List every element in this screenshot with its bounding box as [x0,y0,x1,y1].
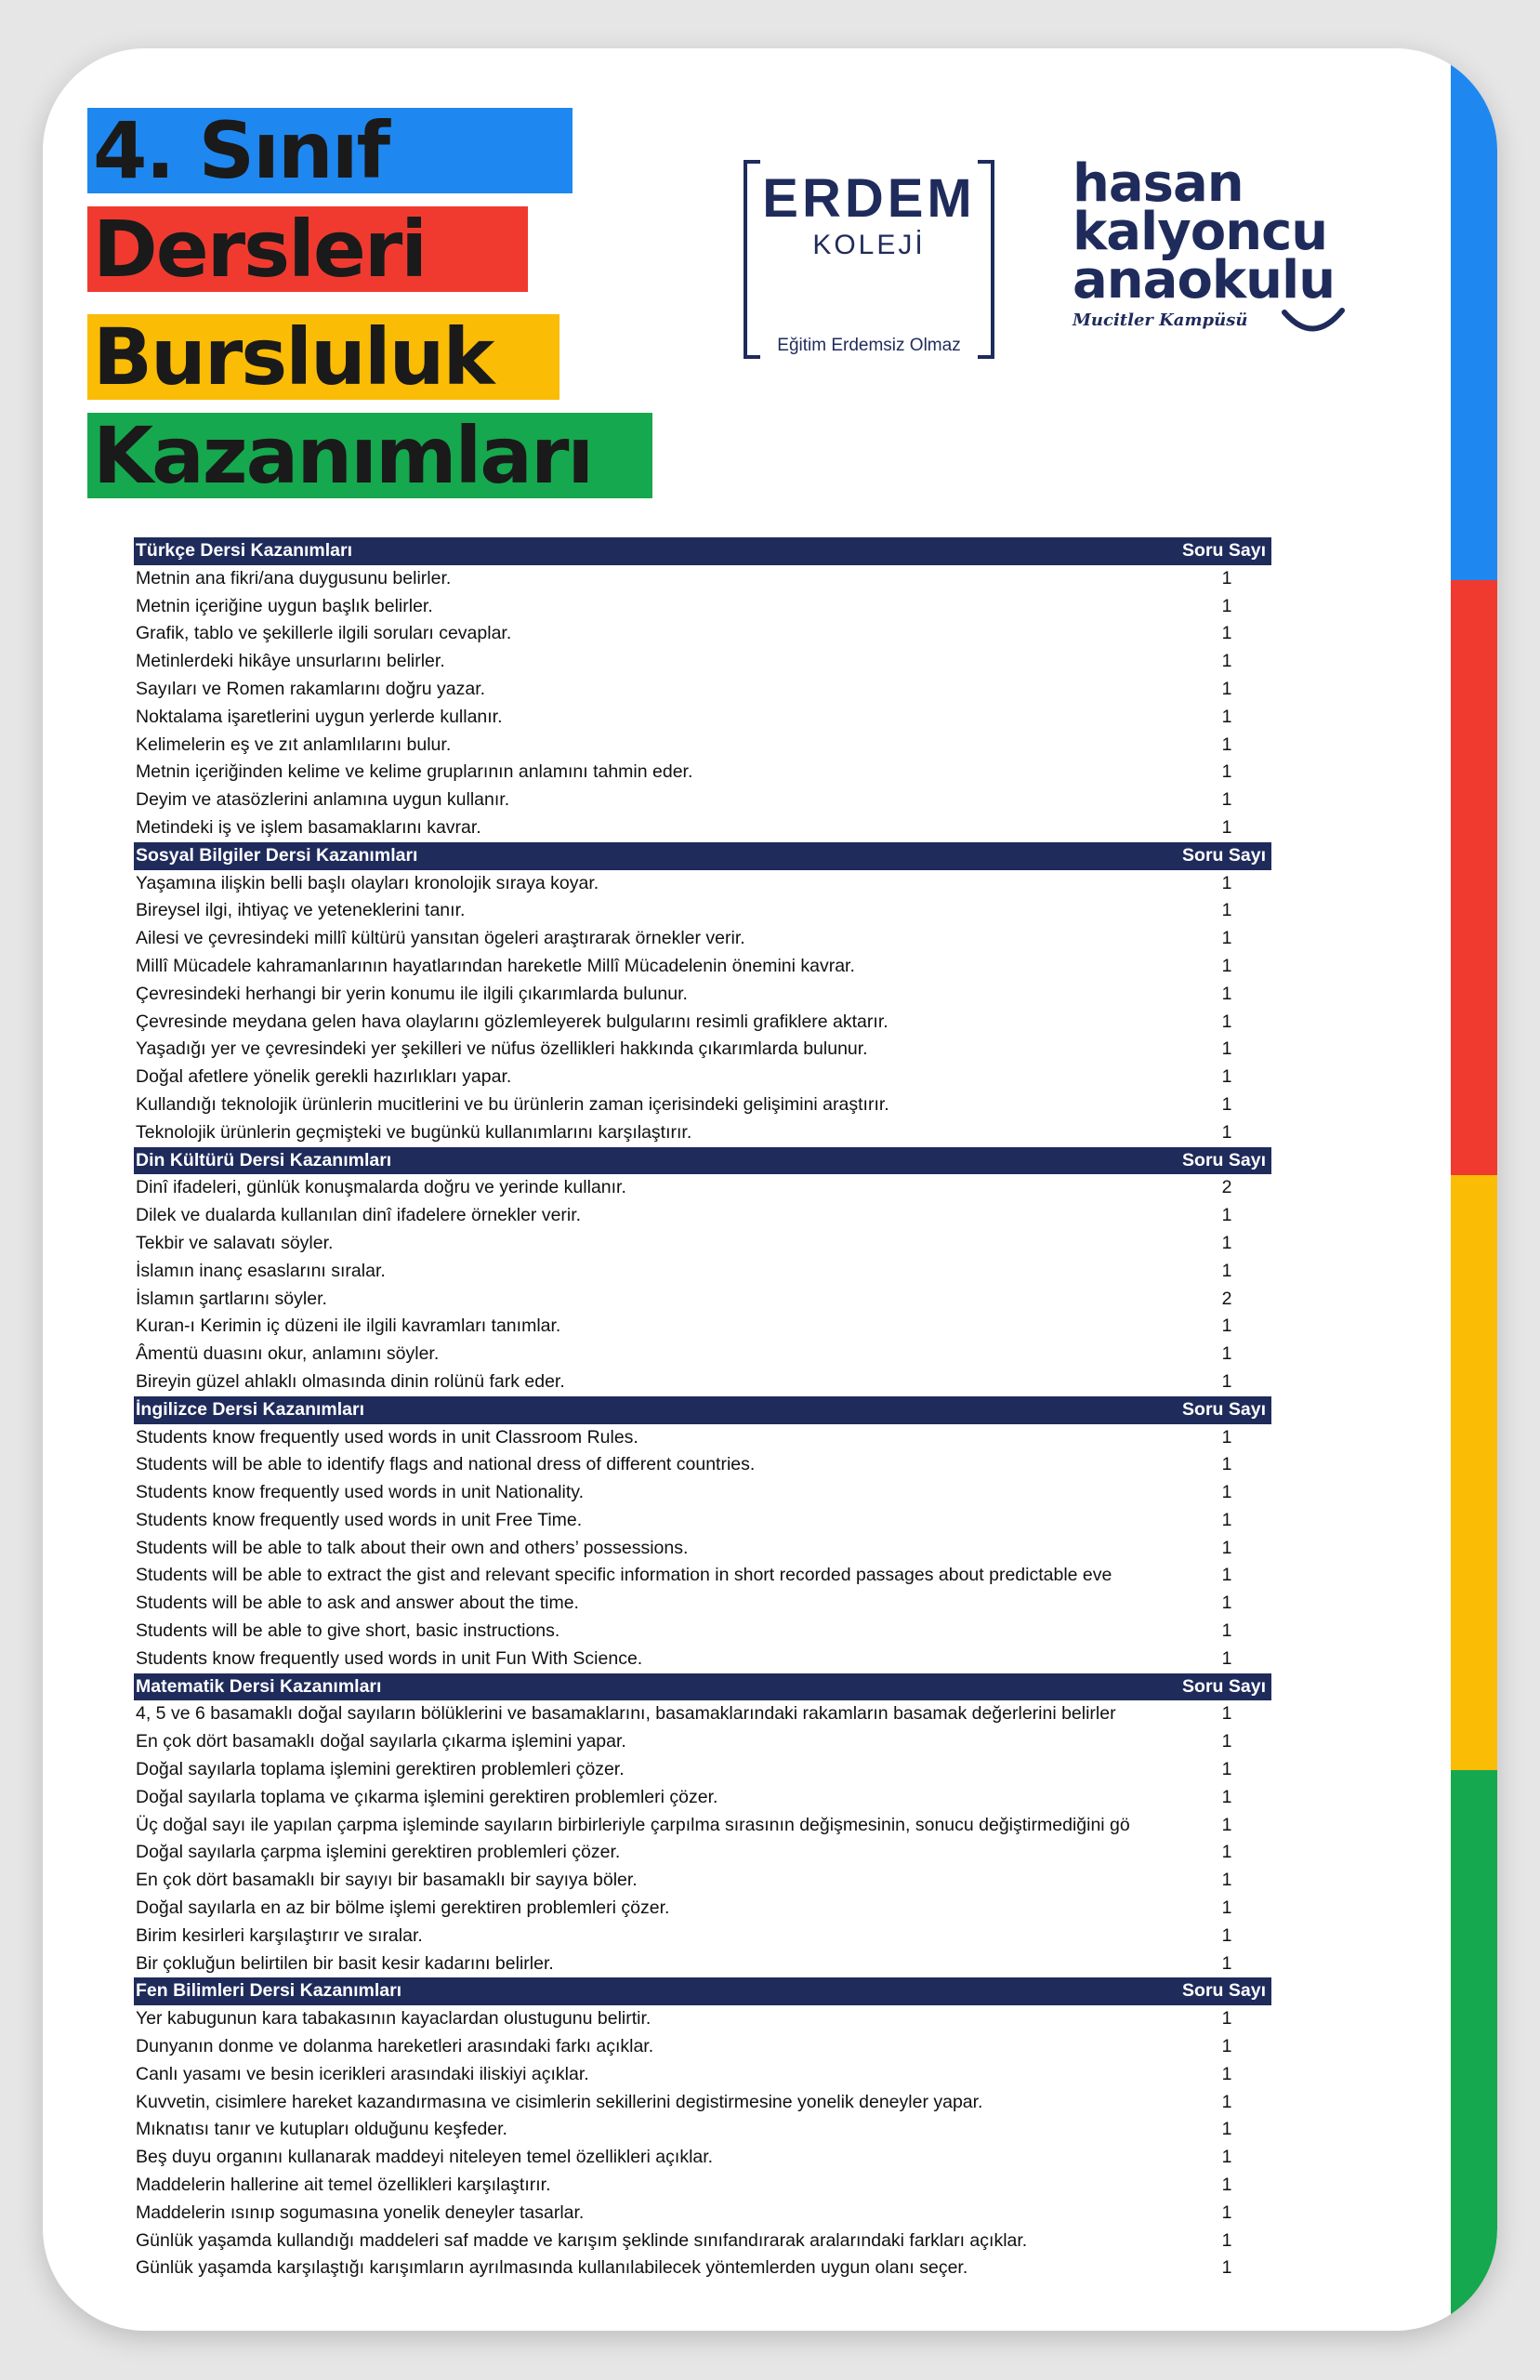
kazanim-text: Bireysel ilgi, ihtiyaç ve yeteneklerini tanır. [136,900,466,921]
table-row [134,897,1271,925]
table-row [134,2005,1271,2033]
soru-sayisi: 1 [1221,1731,1232,1752]
soru-sayisi: 2 [1221,1177,1232,1198]
table-row [134,953,1271,981]
table-row [134,676,1271,704]
kazanim-text: Çevresindeki herhangi bir yerin konumu ile ilgili çıkarımlarda bulunur. [136,983,688,1004]
soru-sayisi: 1 [1221,1205,1232,1226]
soru-sayisi: 1 [1221,2257,1232,2279]
table-row [134,2061,1271,2089]
table-row [134,1064,1271,1091]
kazanim-text: Kelimelerin eş ve zıt anlamlılarını bulur. [136,734,452,755]
soru-sayisi: 1 [1221,983,1232,1004]
kazanim-text: Dilek ve dualarda kullanılan dinî ifadelere örnekler verir. [136,1205,582,1226]
erdem-koleji-logo [744,160,994,359]
table-row [134,981,1271,1009]
section-title: Fen Bilimleri Dersi Kazanımları [136,1980,402,2002]
soru-sayisi: 1 [1221,789,1232,811]
section-header [134,1673,1271,1701]
soru-sayisi: 1 [1221,928,1232,949]
kazanim-text: Doğal sayılarla toplama işlemini gerektiren problemleri çözer. [136,1759,625,1780]
soru-sayisi: 1 [1221,1537,1232,1558]
kazanim-text: Students will be able to talk about their own and others’ possessions. [136,1537,689,1558]
soru-sayisi: 1 [1221,595,1232,616]
soru-sayisi: 1 [1221,2119,1232,2140]
soru-sayisi: 1 [1221,1952,1232,1974]
kazanim-text: Noktalama işaretlerini uygun yerlerde kullanır. [136,706,503,727]
soru-sayisi: 1 [1221,1370,1232,1392]
kazanim-text: Doğal sayılarla en az bir bölme işlemi gerektiren problemleri çözer. [136,1897,670,1919]
kazanim-text: Students know frequently used words in unit Classroom Rules. [136,1426,638,1448]
section-header [134,842,1271,870]
table-row [134,1479,1271,1507]
kazanim-text: Students know frequently used words in unit Free Time. [136,1509,583,1530]
table-row [134,1424,1271,1452]
table-row [134,1618,1271,1646]
erdem-logo-tagline: Eğitim Erdemsiz Olmaz [777,336,961,355]
kazanim-table [134,537,1271,2282]
kazanim-text: İslamın şartlarını söyler. [136,1288,327,1309]
table-row [134,620,1271,648]
count-header: Soru Sayı [1182,1149,1266,1170]
stripe-blue [1451,48,1497,580]
kazanim-text: Âmentü duasını okur, anlamını söyler. [136,1343,440,1365]
soru-sayisi: 1 [1221,1011,1232,1032]
soru-sayisi: 1 [1221,1924,1232,1946]
kazanim-text: Kuran-ı Kerimin iç düzeni ile ilgili kavramları tanımlar. [136,1316,561,1337]
table-row [134,2116,1271,2144]
soru-sayisi: 1 [1221,1260,1232,1281]
soru-sayisi: 1 [1221,651,1232,672]
title-line-2: Dersleri [87,206,528,292]
kazanim-text: Metnin ana fikri/ana duygusunu belirler. [136,567,452,588]
table-row [134,1368,1271,1396]
soru-sayisi: 1 [1221,2063,1232,2084]
stripe-yellow [1451,1175,1497,1770]
table-row [134,1700,1271,1728]
kazanim-text: Metnin içeriğinden kelime ve kelime gruplarının anlamını tahmin eder. [136,761,693,783]
soru-sayisi: 1 [1221,2229,1232,2251]
kazanim-text: Birim kesirleri karşılaştırır ve sıralar. [136,1924,423,1946]
kazanim-text: Günlük yaşamda kullandığı maddeleri saf madde ve karışım şeklinde sınıfandırarak aralarındaki farkları açıklar. [136,2229,1028,2251]
kazanim-text: Teknolojik ürünlerin geçmişteki ve bugünkü kullanımlarını karşılaştırır. [136,1121,692,1143]
erdem-logo-name: ERDEM [762,168,976,229]
table-row [134,1590,1271,1618]
title-line-4: Kazanımları [87,413,652,498]
soru-sayisi: 1 [1221,2036,1232,2057]
table-row [134,1451,1271,1479]
soru-sayisi: 2 [1221,1288,1232,1309]
table-row [134,870,1271,898]
table-row [134,1174,1271,1202]
kazanim-text: Maddelerin hallerine ait temel özellikleri karşılaştırır. [136,2175,551,2196]
kazanim-text: Students will be able to ask and answer about the time. [136,1593,579,1614]
kazanim-text: Metinlerdeki hikâye unsurlarını belirler. [136,651,445,672]
soru-sayisi: 1 [1221,2147,1232,2168]
soru-sayisi: 1 [1221,2008,1232,2030]
kazanim-text: Bireyin güzel ahlaklı olmasında dinin rolünü fark eder. [136,1370,565,1392]
hk-logo-sub: Mucitler Kampüsü [1073,311,1248,330]
table-row [134,1230,1271,1258]
table-row [134,593,1271,621]
table-row [134,1507,1271,1535]
section-header [134,537,1271,565]
kazanim-text: Grafik, tablo ve şekillerle ilgili soruları cevaplar. [136,623,512,644]
soru-sayisi: 1 [1221,1066,1232,1088]
table-row [134,1895,1271,1923]
soru-sayisi: 1 [1221,1426,1232,1448]
kazanim-text: Dinî ifadeleri, günlük konuşmalarda doğru ve yerinde kullanır. [136,1177,626,1198]
count-header: Soru Sayı [1182,1675,1266,1697]
soru-sayisi: 1 [1221,734,1232,755]
table-row [134,648,1271,676]
kazanim-text: Doğal sayılarla çarpma işlemini gerektiren problemleri çözer. [136,1842,621,1863]
section-title: Din Kültürü Dersi Kazanımları [136,1149,392,1170]
soru-sayisi: 1 [1221,1343,1232,1365]
soru-sayisi: 1 [1221,1842,1232,1863]
hk-logo-line-1: hasan [1073,153,1244,214]
table-row [134,1009,1271,1037]
soru-sayisi: 1 [1221,1316,1232,1337]
kazanim-text: Yaşamına ilişkin belli başlı olayları kronolojik sıraya koyar. [136,872,599,893]
stripe-green [1451,1770,1497,2331]
table-row [134,2033,1271,2061]
count-header: Soru Sayı [1182,844,1266,866]
soru-sayisi: 1 [1221,1897,1232,1919]
section-header [134,1147,1271,1175]
table-row [134,2254,1271,2282]
count-header: Soru Sayı [1182,540,1266,561]
table-row [134,1839,1271,1867]
kazanim-text: Üç doğal sayı ile yapılan çarpma işleminde sayıların birbirleriyle çarpılma sırasının değişmesinin, sonucu değiştirmediğini gö [136,1814,1130,1835]
table-row [134,1119,1271,1147]
soru-sayisi: 1 [1221,2175,1232,2196]
count-header: Soru Sayı [1182,1980,1266,2002]
soru-sayisi: 1 [1221,1565,1232,1586]
erdem-logo-sub: KOLEJİ [812,230,926,260]
kazanim-text: Millî Mücadele kahramanlarının hayatlarından hareketle Millî Mücadelenin önemini kavrar. [136,955,855,976]
table-row [134,1867,1271,1895]
soru-sayisi: 1 [1221,1814,1232,1835]
kazanim-text: Metnin içeriğine uygun başlık belirler. [136,595,433,616]
soru-sayisi: 1 [1221,2202,1232,2223]
kazanim-text: Yaşadığı yer ve çevresindeki yer şekilleri ve nüfus özellikleri hakkında çıkarımlarda bulunur. [136,1038,868,1060]
kazanim-text: Kullandığı teknolojik ürünlerin mucitlerini ve bu ürünlerin zaman içerisindeki gelişimini araştırır. [136,1093,889,1115]
table-row [134,759,1271,787]
table-row [134,1756,1271,1784]
kazanim-text: Metindeki iş ve işlem basamaklarını kavrar. [136,816,481,838]
kazanim-text: Students know frequently used words in unit Fun With Science. [136,1647,643,1669]
smile-icon [1281,305,1346,342]
soru-sayisi: 1 [1221,1647,1232,1669]
kazanim-text: Yer kabugunun kara tabakasının kayaclardan olustugunu belirtir. [136,2008,652,2030]
soru-sayisi: 1 [1221,567,1232,588]
table-row [134,1646,1271,1673]
soru-sayisi: 1 [1221,816,1232,838]
hasan-kalyoncu-logo [1073,153,1336,330]
kazanim-text: 4, 5 ve 6 basamaklı doğal sayıların bölüklerini ve basamaklarını, basamaklarındaki rakamların basamak değerlerini belirler [136,1703,1116,1725]
table-row [134,1341,1271,1368]
table-row [134,732,1271,760]
table-row [134,2089,1271,2117]
soru-sayisi: 1 [1221,1482,1232,1503]
soru-sayisi: 1 [1221,2091,1232,2112]
soru-sayisi: 1 [1221,623,1232,644]
kazanim-text: Sayıları ve Romen rakamlarını doğru yazar. [136,678,486,699]
table-row [134,1784,1271,1812]
section-title: Sosyal Bilgiler Dersi Kazanımları [136,844,418,866]
table-row [134,1202,1271,1230]
soru-sayisi: 1 [1221,1786,1232,1807]
table-row [134,2228,1271,2255]
section-title: İngilizce Dersi Kazanımları [136,1398,365,1420]
kazanim-text: Doğal afetlere yönelik gerekli hazırlıkları yapar. [136,1066,512,1088]
soru-sayisi: 1 [1221,1870,1232,1891]
kazanim-text: Students will be able to give short, basic instructions. [136,1620,560,1642]
section-header [134,1977,1271,2005]
kazanim-text: Deyim ve atasözlerini anlamına uygun kullanır. [136,789,510,811]
soru-sayisi: 1 [1221,872,1232,893]
section-title: Matematik Dersi Kazanımları [136,1675,382,1697]
soru-sayisi: 1 [1221,1759,1232,1780]
title-line-1: 4. Sınıf [87,108,573,193]
table-row [134,704,1271,732]
soru-sayisi: 1 [1221,1509,1232,1530]
kazanim-text: Mıknatısı tanır ve kutupları olduğunu keşfeder. [136,2119,507,2140]
hk-logo-line-2: kalyoncu [1073,202,1328,262]
table-row [134,925,1271,953]
soru-sayisi: 1 [1221,1454,1232,1475]
table-row [134,1562,1271,1590]
kazanim-text: Dunyanın donme ve dolanma hareketleri arasındaki farkı açıklar. [136,2036,654,2057]
table-row [134,1036,1271,1064]
kazanim-text: Students know frequently used words in unit Nationality. [136,1482,584,1503]
kazanim-text: Students will be able to extract the gist and relevant specific information in short recorded passages about predictable eve [136,1565,1112,1586]
soru-sayisi: 1 [1221,1620,1232,1642]
table-row [134,1535,1271,1563]
kazanim-text: Çevresinde meydana gelen hava olaylarını gözlemleyerek bulgularını resimli grafiklere aktarır. [136,1011,888,1032]
soru-sayisi: 1 [1221,1093,1232,1115]
kazanim-text: En çok dört basamaklı bir sayıyı bir basamaklı bir sayıya böler. [136,1870,638,1891]
title-line-3: Bursluluk [87,314,559,400]
soru-sayisi: 1 [1221,955,1232,976]
table-row [134,1313,1271,1341]
kazanim-text: Günlük yaşamda karşılaştığı karışımların ayrılmasında kullanılabilecek yöntemlerden uygun olanı seçer. [136,2257,968,2279]
soru-sayisi: 1 [1221,1232,1232,1253]
soru-sayisi: 1 [1221,706,1232,727]
soru-sayisi: 1 [1221,678,1232,699]
kazanim-text: Canlı yasamı ve besin icerikleri arasındaki iliskiyi açıklar. [136,2063,589,2084]
section-header [134,1396,1271,1424]
soru-sayisi: 1 [1221,1593,1232,1614]
kazanim-text: Tekbir ve salavatı söyler. [136,1232,334,1253]
table-row [134,2144,1271,2172]
soru-sayisi: 1 [1221,1121,1232,1143]
soru-sayisi: 1 [1221,1703,1232,1725]
kazanim-text: Ailesi ve çevresindeki millî kültürü yansıtan ögeleri araştırarak örnekler verir. [136,928,745,949]
table-row [134,1091,1271,1119]
soru-sayisi: 1 [1221,761,1232,783]
soru-sayisi: 1 [1221,1038,1232,1060]
kazanim-text: En çok dört basamaklı doğal sayılarla çıkarma işlemini yapar. [136,1731,626,1752]
table-row [134,1728,1271,1756]
kazanim-text: Maddelerin ısınıp sogumasına yonelik deneyler tasarlar. [136,2202,585,2223]
stripe-red [1451,580,1497,1175]
table-row [134,1950,1271,1978]
table-row [134,1923,1271,1950]
count-header: Soru Sayı [1182,1398,1266,1420]
table-row [134,1812,1271,1840]
table-row [134,2200,1271,2228]
table-row [134,814,1271,842]
table-row [134,1258,1271,1286]
kazanim-text: Bir çokluğun belirtilen bir basit kesir kadarını belirler. [136,1952,554,1974]
soru-sayisi: 1 [1221,900,1232,921]
table-row [134,1286,1271,1314]
table-row [134,2172,1271,2200]
kazanim-text: Doğal sayılarla toplama ve çıkarma işlemini gerektiren problemleri çözer. [136,1786,718,1807]
kazanim-text: Beş duyu organını kullanarak maddeyi niteleyen temel özellikleri açıklar. [136,2147,714,2168]
kazanim-text: İslamın inanç esaslarını sıralar. [136,1260,386,1281]
hk-logo-line-3: anaokulu [1073,250,1336,311]
kazanim-text: Kuvvetin, cisimlere hareket kazandırmasına ve cisimlerin sekillerini degistirmesine yonelik deneyler yapar. [136,2091,983,2112]
kazanim-text: Students will be able to identify flags and national dress of different countries. [136,1454,756,1475]
section-title: Türkçe Dersi Kazanımları [136,540,353,561]
table-row [134,787,1271,814]
table-row [134,565,1271,593]
